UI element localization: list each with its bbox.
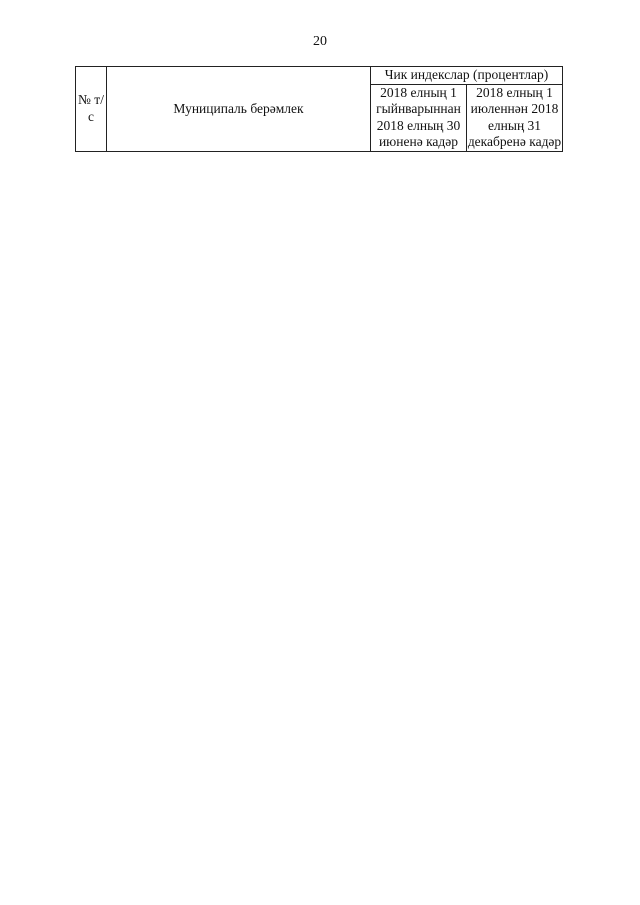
header-second-half-2018: 2018 елның 1 июленнән 2018 елның 31 декабренә кадәр: [467, 84, 562, 149]
header-limit-indexes: Чик индекслар (процентлар): [371, 67, 563, 85]
page-number: 20: [313, 34, 327, 49]
header-first-half-2018: 2018 елның 1 гыйнварыннан 2018 елның 30 июненә кадәр: [371, 84, 467, 151]
header-number: № т/с: [76, 67, 107, 152]
header-municipality: Муниципаль берәмлек: [107, 67, 371, 152]
limit-index-table: [75, 66, 563, 152]
